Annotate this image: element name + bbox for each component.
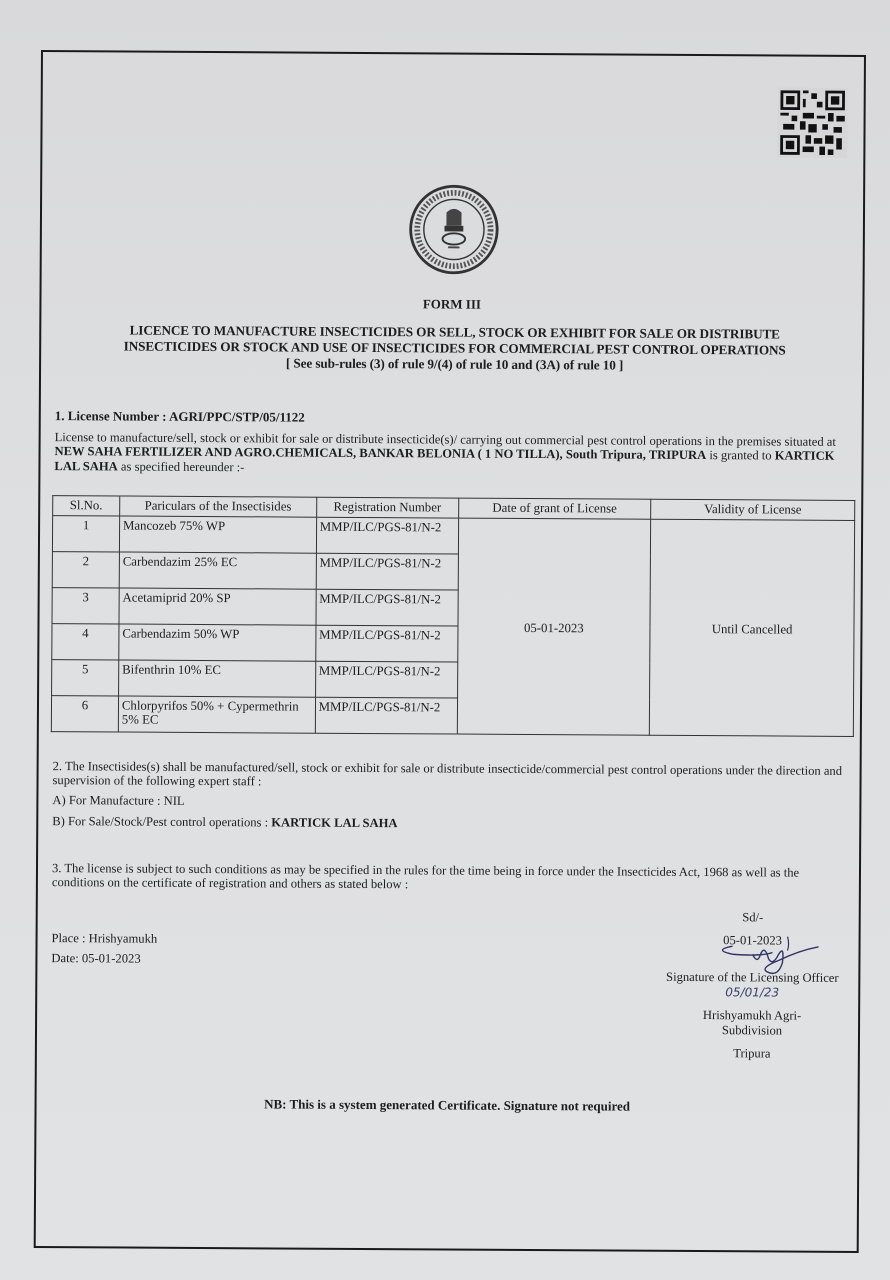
date-of-grant: 05-01-2023 [457, 518, 651, 735]
table-row [52, 516, 854, 557]
sl-no: 5 [52, 660, 119, 696]
registration-number: MMP/ILC/PGS-81/N-2 [315, 697, 457, 734]
sl-no: 6 [51, 696, 118, 732]
particular: Carbendazim 25% EC [119, 552, 316, 589]
particular: Chlorpyrifos 50% + Cypermethrin 5% EC [118, 696, 315, 733]
grant-text-mid: is granted to [706, 448, 775, 463]
signature-block [662, 910, 843, 1062]
grant-text-end: as specified hereunder :- [117, 458, 245, 474]
license-grant-text [54, 430, 853, 478]
place-date-block [51, 928, 157, 969]
validity: Until Cancelled [650, 519, 855, 736]
expert-staff-text: 2. The Insectisides(s) shall be manufactured/sell, stock or exhibit for sale or distribute insecticide/commercial pest control operations under the direction and supervision of the following expert staff : [52, 759, 843, 788]
form-title: FORM III [422, 296, 482, 312]
section-conditions: 3. The license is subject to such conditions as may be specified in the rules for the time being in force under the Insecticides Act, 1968 as well as the conditions on the certificate of registration and others as stated below : [51, 861, 800, 891]
license-number-line [55, 409, 854, 428]
registration-number: MMP/ILC/PGS-81/N-2 [316, 517, 458, 554]
sale-staff-label: B) For Sale/Stock/Pest control operations : [52, 813, 272, 829]
heading-rule-reference: [ See sub-rules (3) of rule 9/(4) of rule 10 and (3A) of rule 10 ] [285, 355, 624, 373]
registration-number: MMP/ILC/PGS-81/N-2 [316, 553, 458, 590]
particular: Acetamiprid 20% SP [119, 588, 316, 625]
particular: Bifenthrin 10% EC [118, 660, 315, 697]
header-date-of-grant: Date of grant of License [458, 498, 651, 519]
insecticides-table [51, 495, 855, 737]
heading-line-2: INSECTICIDES OR STOCK AND USE OF INSECTICIDES FOR COMMERCIAL PEST CONTROL OPERATIONS [123, 338, 786, 358]
qr-code-icon [777, 87, 847, 159]
handwritten-date: 05/01/23 [725, 985, 780, 1000]
header-registration-number: Registration Number [316, 497, 458, 518]
particular: Mancozeb 75% WP [119, 516, 316, 553]
office-state: Tripura [733, 1046, 771, 1061]
header-sl-no: Sl.No. [53, 496, 120, 516]
sale-staff-name: KARTICK LAL SAHA [271, 814, 398, 830]
license-number: AGRI/PPC/STP/05/1122 [168, 408, 305, 425]
sl-no: 3 [52, 588, 119, 624]
sale-staff-line [52, 815, 849, 833]
issue-date: Date: 05-01-2023 [51, 951, 141, 966]
header-validity: Validity of License [651, 499, 855, 520]
premises-address: NEW SAHA FERTILIZER AND AGRO.CHEMICALS, BANKAR BELONIA ( 1 NO TILLA), South Tripura, TRIPURA [54, 444, 707, 463]
registration-number: MMP/ILC/PGS-81/N-2 [315, 661, 457, 698]
particular: Carbendazim 50% WP [119, 624, 316, 661]
header-particulars: Pariculars of the Insectisides [120, 496, 317, 517]
sl-no: 2 [52, 552, 119, 588]
license-number-label: 1. License Number : [54, 408, 170, 424]
sl-no: 1 [52, 516, 119, 552]
licence-heading [57, 322, 852, 375]
system-generated-note: NB: This is a system generated Certificate. Signature not required [264, 1096, 631, 1114]
heading-line-1: LICENCE TO MANUFACTURE INSECTICIDES OR SELL, STOCK OR EXHIBIT FOR SALE OR DISTRIBUTE [129, 322, 780, 342]
section-expert-staff [52, 760, 849, 840]
grant-text-intro: License to manufacture/sell, stock or exhibit for sale or distribute insecticide(s)/ carrying out commercial pest control operations in the premises situated at [54, 429, 836, 449]
manufacture-staff: A) For Manufacture : NIL [52, 793, 185, 808]
signature-title [662, 970, 842, 1001]
grantee-name: KARTICK LAL SAHA [54, 448, 835, 473]
sl-no: 4 [52, 624, 119, 660]
registration-number: MMP/ILC/PGS-81/N-2 [316, 589, 458, 626]
certificate-frame [34, 50, 866, 1253]
signature-date: 05-01-2023 [723, 933, 782, 948]
place: Place : Hrishyamukh [51, 931, 158, 946]
sd-mark: Sd/- [742, 910, 764, 925]
office-line-2: Subdivision [721, 1023, 783, 1038]
licensing-officer-label: Signature of the Licensing Officer [666, 969, 839, 985]
registration-number: MMP/ILC/PGS-81/N-2 [315, 625, 457, 662]
office-line-1: Hrishyamukh Agri- [702, 1008, 802, 1023]
section-license-details [54, 409, 853, 478]
government-seal-emblem-icon [407, 182, 502, 277]
